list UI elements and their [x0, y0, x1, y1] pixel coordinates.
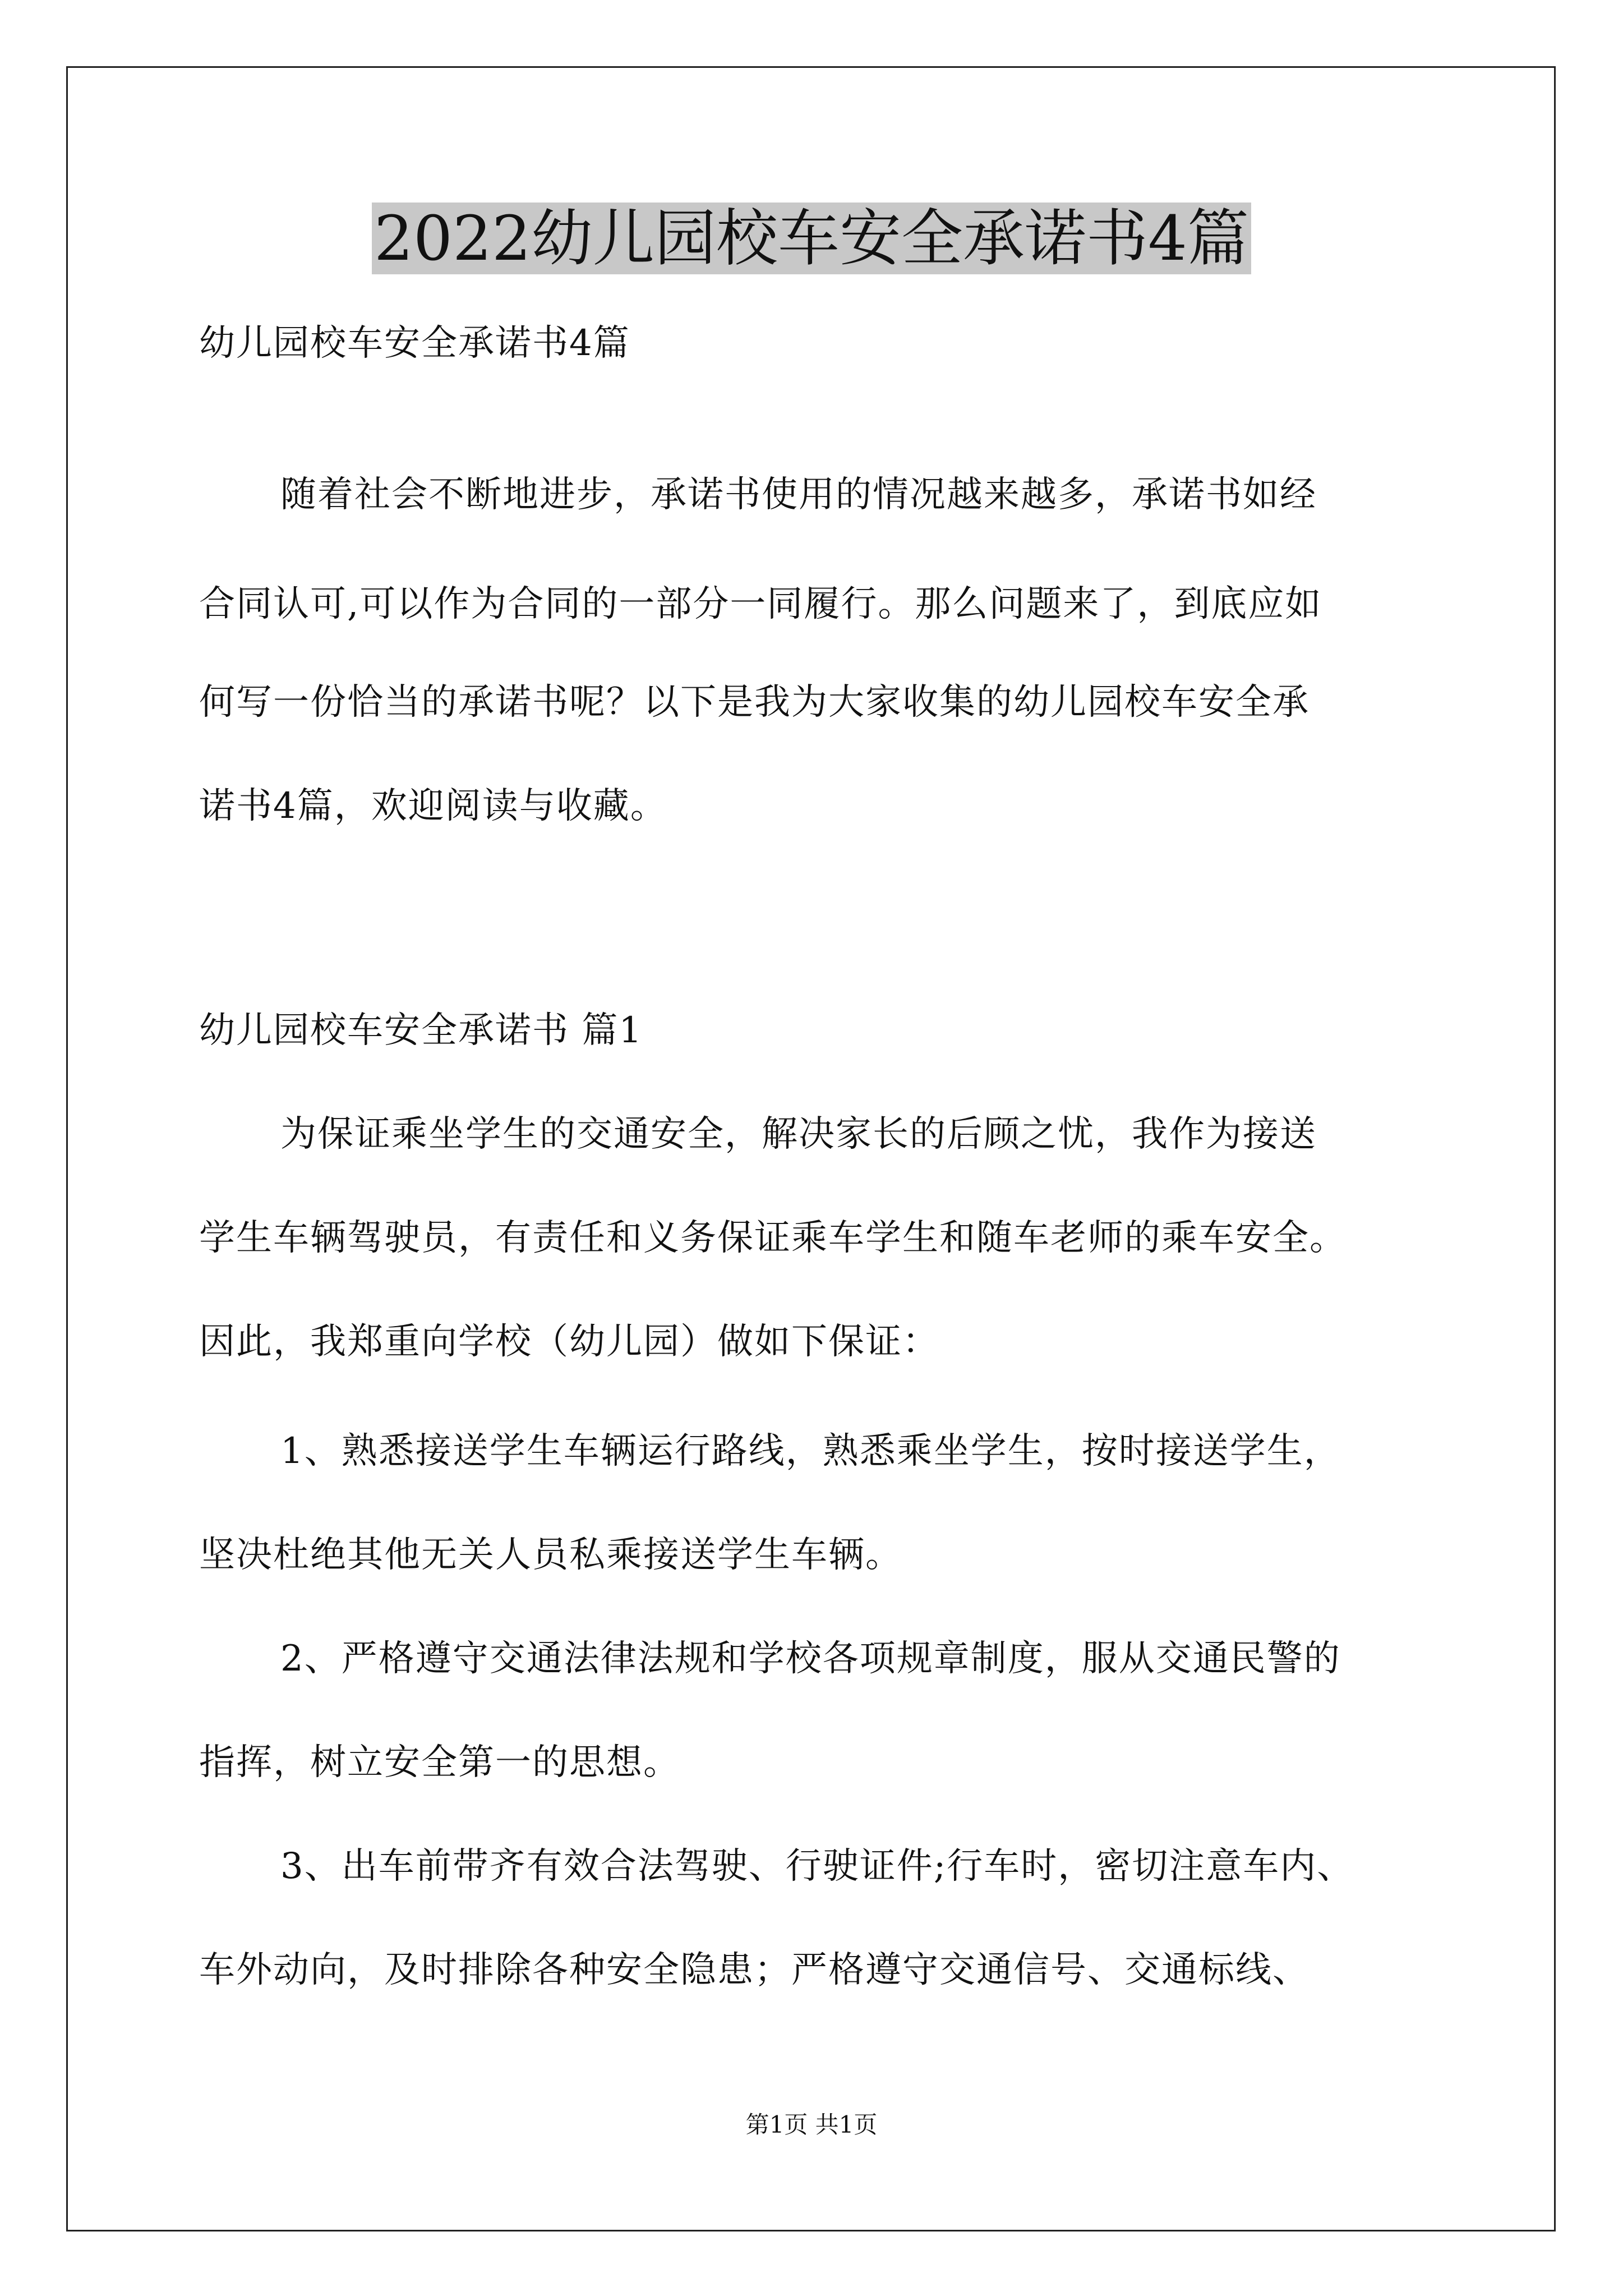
intro-line-3: 何写一份恰当的承诺书呢？以下是我为大家收集的幼儿园校车安全承: [199, 682, 1310, 723]
section-line-4: 1、熟悉接送学生车辆运行路线，熟悉乘坐学生，按时接送学生，: [280, 1430, 1341, 1472]
section-line-7: 指挥，树立安全第一的思想。: [199, 1742, 680, 1783]
intro-line-4: 诺书4篇，欢迎阅读与收藏。: [199, 785, 667, 827]
section-line-5: 坚决杜绝其他无关人员私乘接送学生车辆。: [199, 1534, 902, 1576]
section-line-1: 为保证乘坐学生的交通安全，解决家长的后顾之忧，我作为接送: [280, 1114, 1317, 1155]
document-title-text: 2022幼儿园校车安全承诺书4篇: [372, 203, 1251, 274]
section-line-9: 车外动向，及时排除各种安全隐患；严格遵守交通信号、交通标线、: [199, 1949, 1310, 1991]
section-line-2: 学生车辆驾驶员，有责任和义务保证乘车学生和随车老师的乘车安全。: [199, 1217, 1347, 1259]
section-line-8: 3、出车前带齐有效合法驾驶、行驶证件;行车时，密切注意车内、: [280, 1846, 1354, 1887]
section-line-3: 因此，我郑重向学校（幼儿园）做如下保证：: [199, 1321, 939, 1363]
page-footer: 第1页 共1页: [745, 2111, 878, 2138]
section-heading: 幼儿园校车安全承诺书 篇1: [199, 1010, 643, 1051]
document-title: [0, 199, 1623, 278]
section-line-6: 2、严格遵守交通法律法规和学校各项规章制度，服从交通民警的: [280, 1638, 1341, 1680]
intro-line-1: 随着社会不断地进步，承诺书使用的情况越来越多，承诺书如经: [280, 474, 1317, 516]
document-subtitle: 幼儿园校车安全承诺书4篇: [199, 323, 630, 364]
intro-line-2: 合同认可,可以作为合同的一部分一同履行。那么问题来了，到底应如: [199, 583, 1322, 625]
